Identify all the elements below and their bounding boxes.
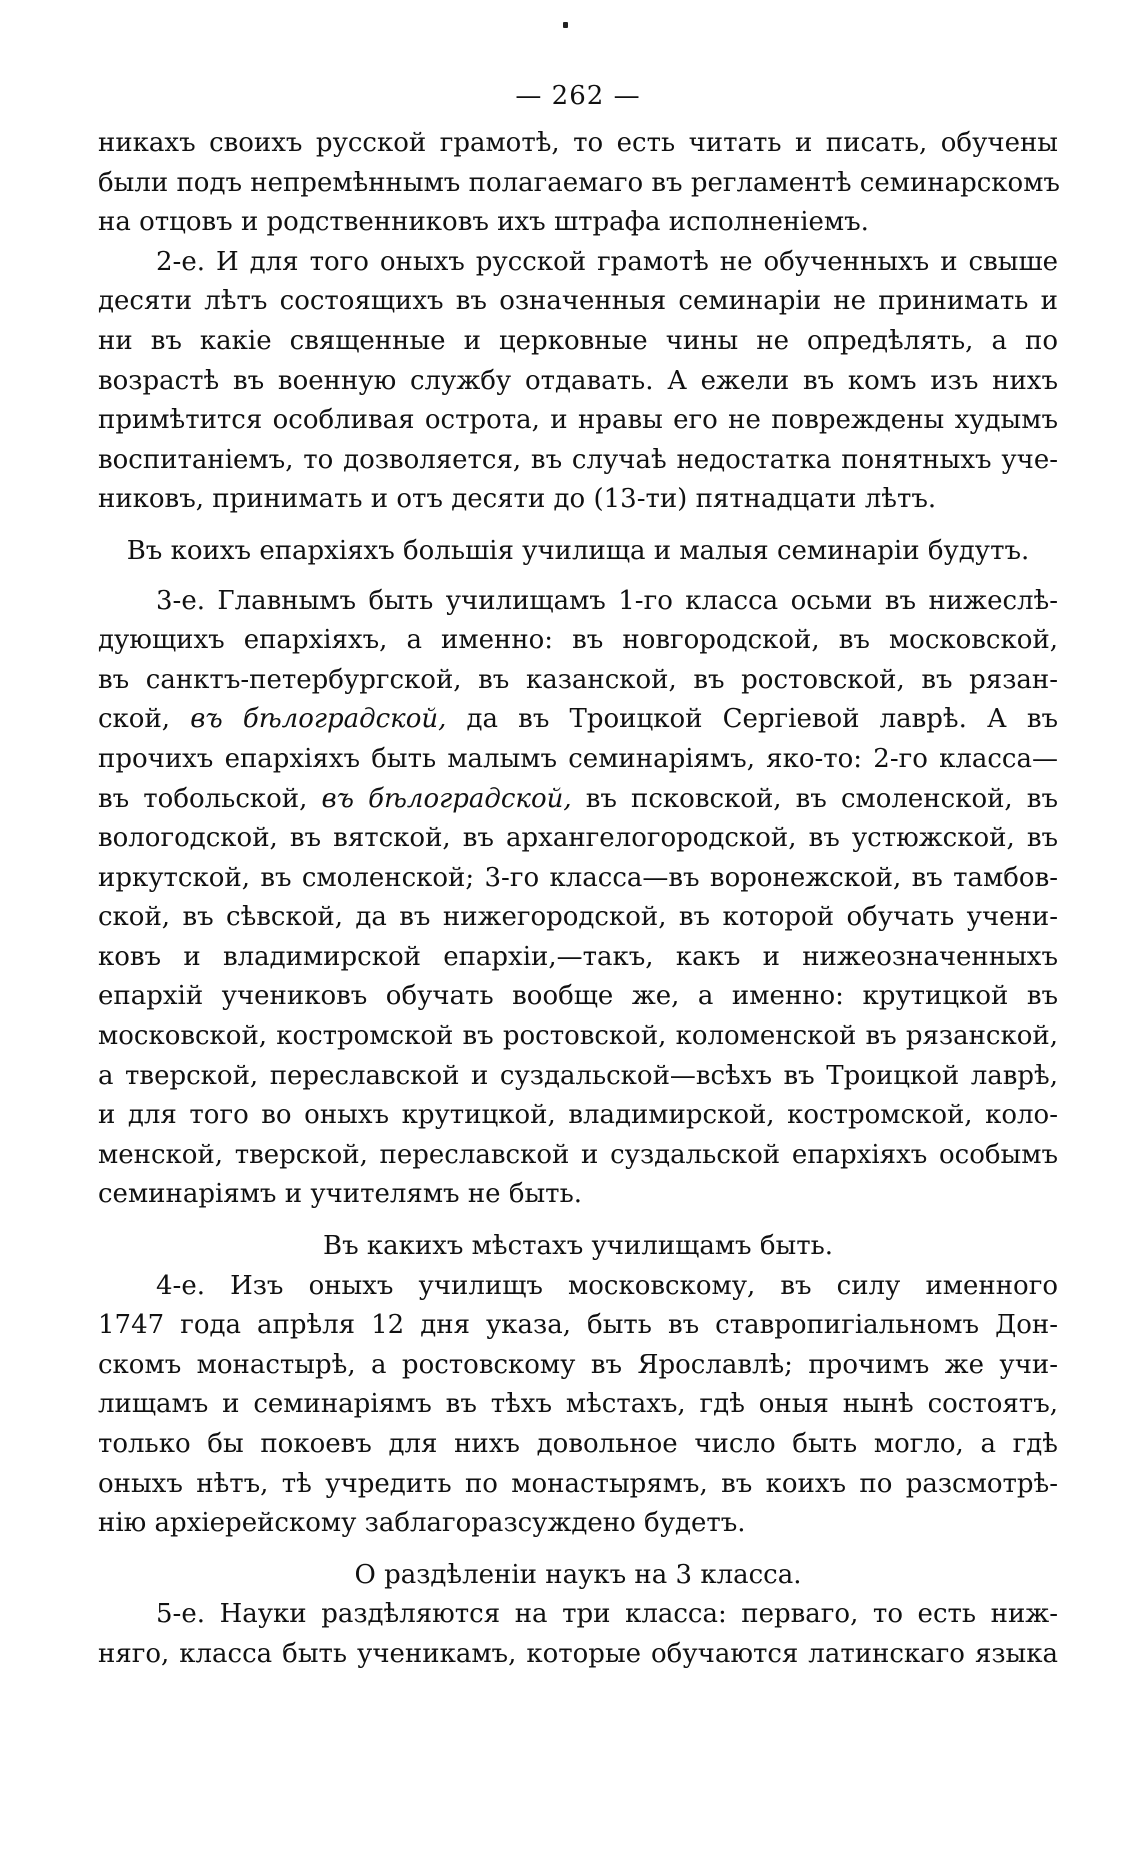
text-line: оныхъ нѣтъ, тѣ учредить по монастырямъ, въ коихъ по разсмотрѣ- <box>98 1468 1058 1499</box>
section-heading: О раздѣленіи наукъ на 3 класса. <box>354 1559 802 1590</box>
text-line: иркутской, въ смоленской; 3-го класса—въ воронежской, въ тамбов- <box>98 862 1058 893</box>
text-line: семинаріямъ и учителямъ не быть. <box>98 1179 582 1210</box>
paragraph-2 <box>98 243 1058 520</box>
text-line: прочихъ епархіяхъ быть малымъ семинаріямъ, яко-то: 2-го класса— <box>98 743 1058 774</box>
text-line: ни въ какіе священные и церковные чины не опредѣлять, а по <box>98 325 1058 356</box>
text-line: 1747 года апрѣля 12 дня указа, быть въ ставропигіальномъ Дон- <box>98 1310 1058 1341</box>
text-line: 2-е. И для того оныхъ русской грамотѣ не обученныхъ и свыше <box>156 246 1058 277</box>
paragraph-1 <box>98 124 1058 243</box>
paragraph-5 <box>98 1595 1058 1674</box>
text-line: лищамъ и семинаріямъ въ тѣхъ мѣстахъ, гдѣ оныя нынѣ состоятъ, <box>98 1389 1058 1420</box>
text-line: ской, въ сѣвской, да въ нижегородской, въ которой обучать учени- <box>98 902 1058 933</box>
text-segment: да въ Троицкой Сергіевой лаврѣ. А въ <box>446 704 1059 735</box>
italic-segment: въ бѣлоградской, <box>190 704 447 735</box>
text-line: менской, тверской, переславской и суздальской епархіяхъ особымъ <box>98 1139 1058 1170</box>
text-line: десяти лѣтъ состоящихъ въ означенныя семинаріи не принимать и <box>98 286 1058 317</box>
text-line: ковъ и владимирской епархіи,—такъ, какъ и нижеозначенныхъ <box>98 941 1058 972</box>
section-heading: Въ какихъ мѣстахъ училищамъ быть. <box>322 1231 834 1262</box>
text-line: 4-е. Изъ оныхъ училищъ московскому, въ силу именного <box>156 1270 1058 1301</box>
text-line: 5-е. Науки раздѣляются на три класса: перваго, то есть ниж- <box>156 1599 1058 1630</box>
paragraph-3 <box>98 582 1058 1216</box>
text-line-mixed <box>98 780 1058 820</box>
stray-mark <box>563 22 568 28</box>
text-line: никахъ своихъ русской грамотѣ, то есть читать и писать, обучены <box>98 128 1058 158</box>
text-segment: въ тобольской, <box>98 783 322 814</box>
text-segment: ской, <box>98 704 191 735</box>
section-heading: Въ коихъ епархіяхъ большія училища и малыя семинаріи будутъ. <box>126 535 1030 566</box>
text-line: и для того во оныхъ крутицкой, владимирской, костромской, коло- <box>98 1100 1058 1131</box>
text-line: 3-е. Главнымъ быть училищамъ 1-го класса осьми въ нижеслѣ- <box>156 585 1058 616</box>
text-line: дующихъ епархіяхъ, а именно: въ новгородской, въ московской, <box>98 625 1058 656</box>
text-line: епархій учениковъ обучать вообще же, а именно: крутицкой въ <box>98 981 1058 1012</box>
text-line: никовъ, принимать и отъ десяти до (13-ти) пятнадцати лѣтъ. <box>98 484 937 515</box>
paragraph-4 <box>98 1267 1058 1544</box>
text-line: на отцовъ и родственниковъ ихъ штрафа исполненіемъ. <box>98 207 869 238</box>
text-line: были подъ непремѣннымъ полагаемаго въ регламентѣ семинарскомъ <box>98 167 1060 198</box>
text-line: а тверской, переславской и суздальской—всѣхъ въ Троицкой лаврѣ, <box>98 1060 1058 1091</box>
text-line: скомъ монастырѣ, а ростовскому въ Ярославлѣ; прочимъ же учи- <box>98 1349 1058 1380</box>
page <box>98 76 1058 1675</box>
text-line: нію архіерейскому заблагоразсуждено будетъ. <box>98 1508 746 1539</box>
text-line: няго, класса быть ученикамъ, которые обучаются латинскаго языка <box>98 1638 1058 1669</box>
text-line: воспитаніемъ, то дозволяется, въ случаѣ недостатка понятныхъ уче- <box>98 444 1058 475</box>
italic-segment: въ бѣлоградской, <box>321 783 572 814</box>
page-number: — 262 — <box>515 81 641 111</box>
text-line: вологодской, въ вятской, въ архангелогородской, въ устюжской, въ <box>98 823 1058 854</box>
text-line: московской, костромской въ ростовской, коломенской въ рязанской, <box>98 1021 1058 1052</box>
text-line: примѣтится особливая острота, и нравы его не повреждены худымъ <box>98 405 1058 436</box>
text-line: въ санктъ-петербургской, въ казанской, въ ростовской, въ рязан- <box>98 664 1058 695</box>
text-line: только бы покоевъ для нихъ довольное число быть могло, а гдѣ <box>98 1429 1058 1459</box>
text-line-mixed <box>98 700 1058 740</box>
text-line: возрастѣ въ военную службу отдавать. А ежели въ комъ изъ нихъ <box>98 365 1058 396</box>
text-segment: въ псковской, въ смоленской, въ <box>571 783 1058 814</box>
